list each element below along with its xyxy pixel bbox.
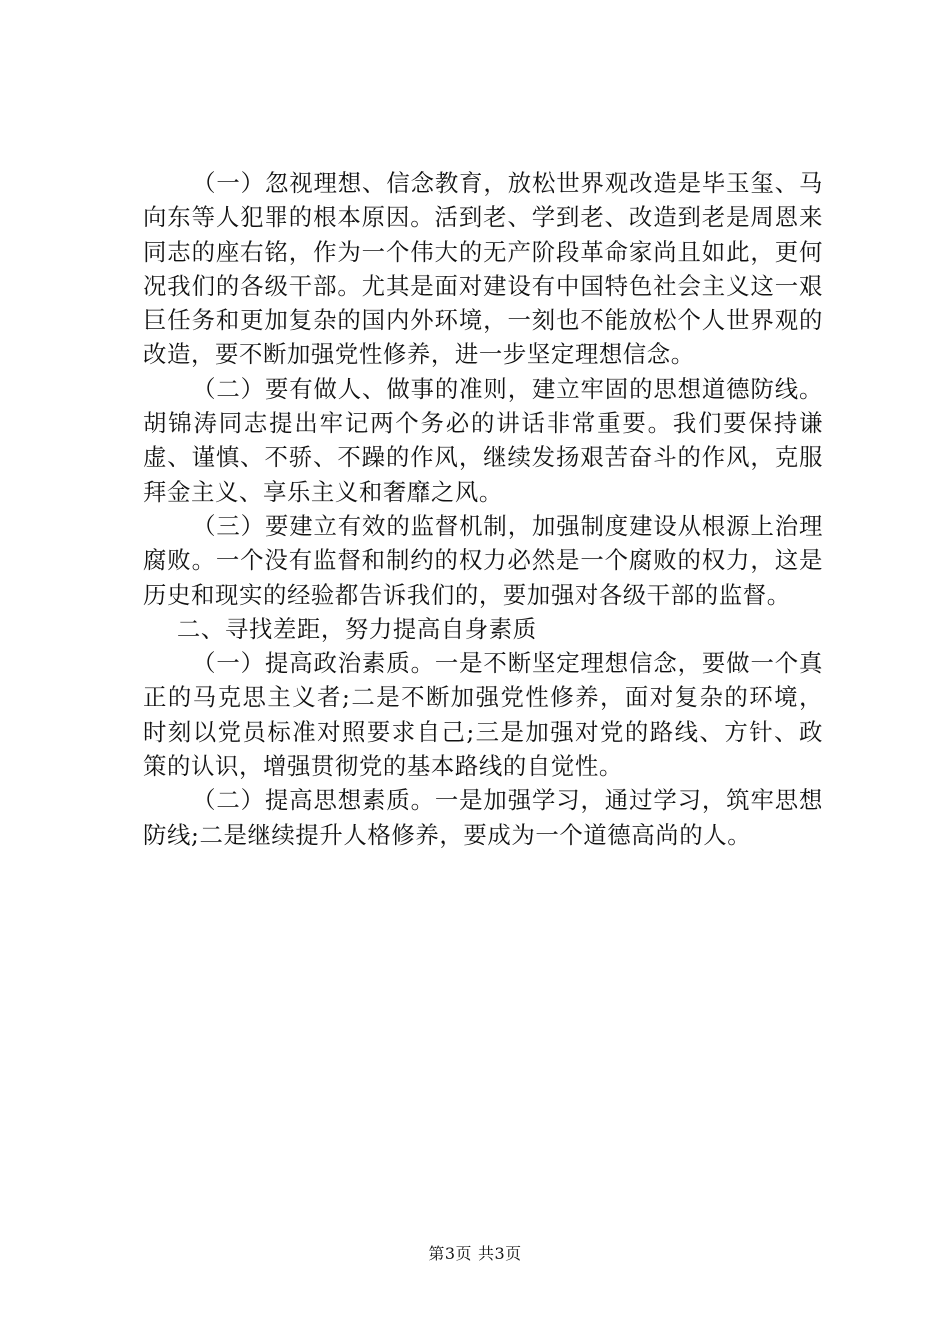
- paragraph-2: （二）要有做人、做事的准则，建立牢固的思想道德防线。胡锦涛同志提出牢记两个务必的讲话非常重要。我们要保持谦虚、谨慎、不骄、不躁的作风，继续发扬艰苦奋斗的作风，克服拜金主义、享乐主义和奢靡之风。: [143, 374, 823, 506]
- section-paragraph-2: （二）提高思想素质。一是加强学习，通过学习，筑牢思想防线;二是继续提升人格修养，要成为一个道德高尚的人。: [143, 786, 823, 849]
- section-paragraph-1: （一）提高政治素质。一是不断坚定理想信念，要做一个真正的马克思主义者;二是不断加强党性修养，面对复杂的环境，时刻以党员标准对照要求自己;三是加强对党的路线、方针、政策的认识，增强贯彻党的基本路线的自觉性。: [143, 649, 823, 781]
- page-footer: [0, 1244, 950, 1264]
- page-total: 共3页: [478, 1244, 522, 1263]
- document-body: [143, 166, 823, 852]
- page-number: 第3页: [428, 1244, 472, 1263]
- section-heading: 二、寻找差距，努力提高自身素质: [176, 614, 537, 643]
- paragraph-1: （一）忽视理想、信念教育，放松世界观改造是毕玉玺、马向东等人犯罪的根本原因。活到老、学到老、改造到老是周恩来同志的座右铭，作为一个伟大的无产阶段革命家尚且如此，更何况我们的各级干部。尤其是面对建设有中国特色社会主义这一艰巨任务和更加复杂的国内外环境，一刻也不能放松个人世界观的改造，要不断加强党性修养，进一步坚定理想信念。: [143, 169, 823, 369]
- paragraph-3: （三）要建立有效的监督机制，加强制度建设从根源上治理腐败。一个没有监督和制约的权力必然是一个腐败的权力，这是历史和现实的经验都告诉我们的，要加强对各级干部的监督。: [143, 511, 823, 609]
